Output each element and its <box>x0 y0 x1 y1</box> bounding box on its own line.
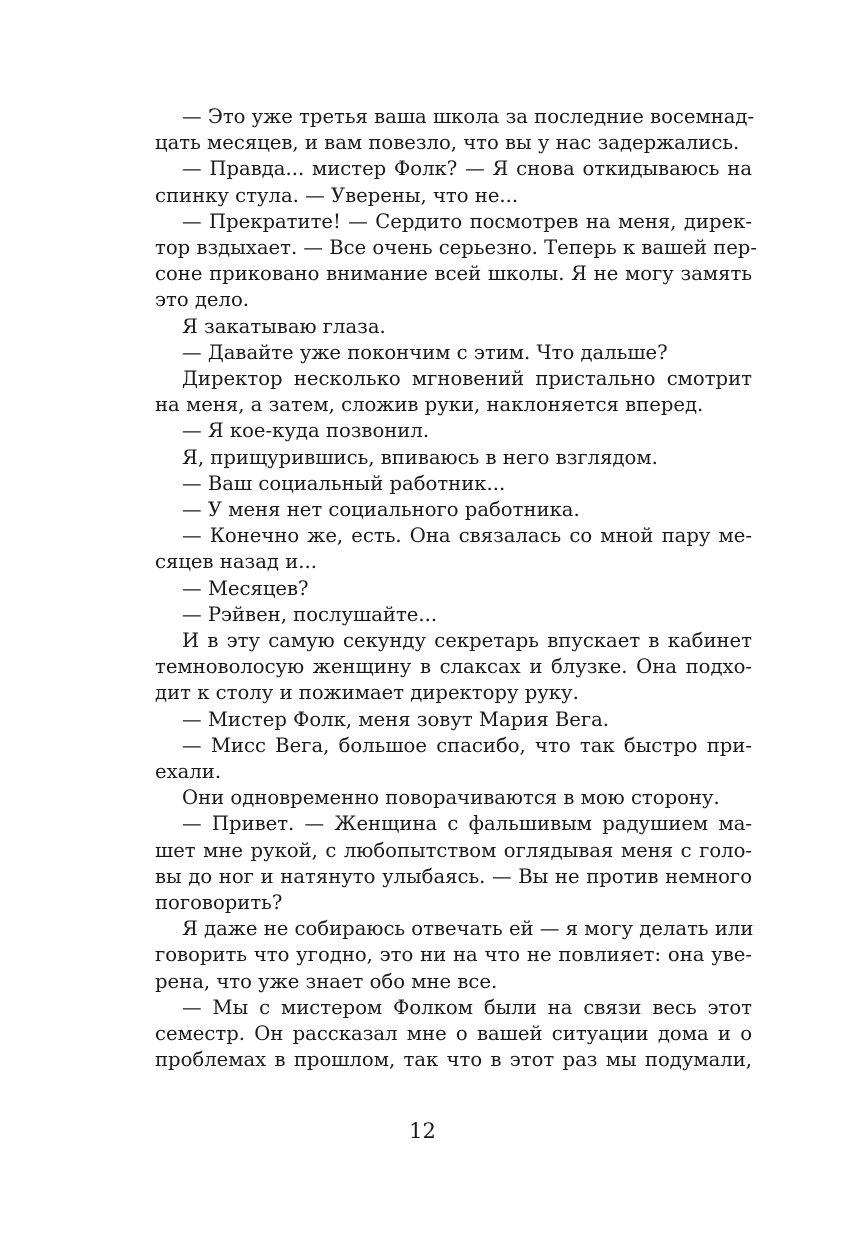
text-line: — Конечно же, есть. Она связалась со мной пару ме- <box>182 524 752 548</box>
text-line: спинку стула. — Уверены, что не... <box>155 183 519 207</box>
text-line: сяцев назад и... <box>155 550 317 574</box>
text-line: Я, прищурившись, впиваюсь в него взглядом. <box>182 445 658 469</box>
text-line: — Ваш социальный работник... <box>182 471 506 495</box>
text-line: проблемах в прошлом, так что в этот раз мы подумали, <box>155 1048 752 1072</box>
text-line: И в эту самую секунду секретарь впускает в кабинет <box>182 629 752 652</box>
text-line: дит к столу и пожимает директору руку. <box>155 681 579 705</box>
text-line: — Это уже третья ваша школа за последние восемнад- <box>182 105 755 128</box>
text-line: — Мы с мистером Фолком были на связи весь этот <box>182 995 752 1019</box>
text-line: темноволосую женщину в слаксах и блузке. Она подхо- <box>155 655 752 679</box>
text-line: соне приковано внимание всей школы. Я не могу замять <box>155 262 752 286</box>
text-line: — Прекратите! — Сердито посмотрев на меня, дирек- <box>182 209 752 233</box>
text-line: ехали. <box>155 760 222 783</box>
text-line: говорить что угодно, это ни на что не повлияет: она уве- <box>155 943 752 967</box>
text-line: шет мне рукой, с любопытством оглядывая меня с голо- <box>155 838 752 862</box>
text-line: — Давайте уже покончим с этим. Что дальше? <box>182 340 668 364</box>
text-line: — Привет. — Женщина с фальшивым радушием ма- <box>182 812 752 836</box>
text-line: Я закатываю глаза. <box>182 314 386 338</box>
text-line: Я даже не собираюсь отвечать ей — я могу делать или <box>182 917 754 941</box>
text-line: рена, что уже знает обо мне все. <box>155 969 498 993</box>
text-line: Они одновременно поворачиваются в мою сторону. <box>182 786 720 810</box>
text-line: — Я кое-куда позвонил. <box>182 419 430 443</box>
text-line: Директор несколько мгновений пристально смотрит <box>182 367 752 390</box>
text-line: — Мистер Фолк, меня зовут Мария Вега. <box>182 707 610 731</box>
text-line: — Рэйвен, послушайте... <box>182 602 438 626</box>
text-line: — Мисс Вега, большое спасибо, что так быстро при- <box>182 733 752 757</box>
text-line: на меня, а затем, сложив руки, наклоняется вперед. <box>155 393 704 417</box>
page-number: 12 <box>409 1119 436 1143</box>
text-line: это дело. <box>155 288 249 312</box>
text-line: — У меня нет социального работника. <box>182 498 580 521</box>
text-line: тор вздыхает. — Все очень серьезно. Теперь к вашей пер- <box>155 236 757 259</box>
text-line: — Месяцев? <box>182 576 309 600</box>
text-line: поговорить? <box>155 891 283 914</box>
text-line: семестр. Он рассказал мне о вашей ситуации дома и о <box>155 1022 752 1045</box>
text-line: — Правда... мистер Фолк? — Я снова откидываюсь на <box>182 157 752 181</box>
text-line: вы до ног и натянуто улыбаясь. — Вы не против немного <box>155 864 752 888</box>
text-line: цать месяцев, и вам повезло, что вы у нас задержались. <box>155 131 740 155</box>
